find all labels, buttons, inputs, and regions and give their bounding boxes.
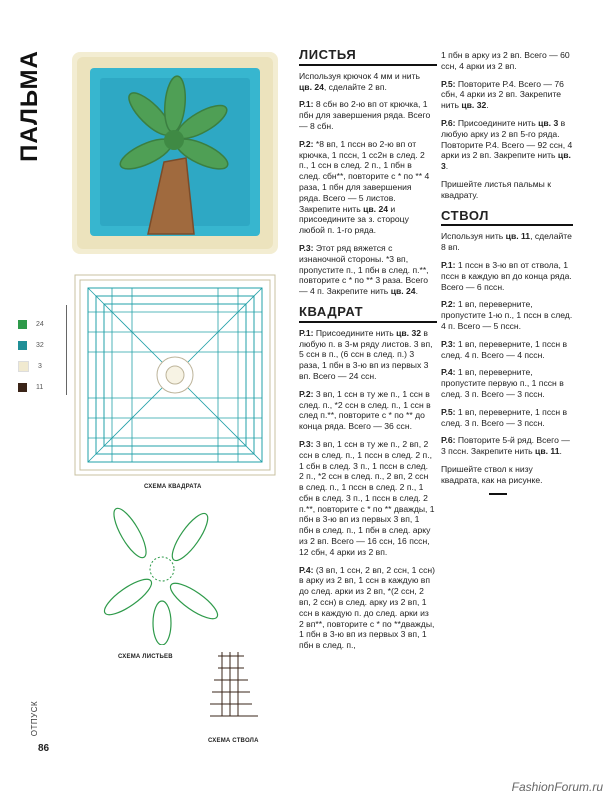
legend-item: 11 (18, 377, 68, 398)
para: Р.6: Присоедините нить цв. 3 в любую арку из 2 вп 5-го ряда. Повторите Р.4. Всего — 92 ccн, 4 арки из 2 вп. Закрепите нить цв. 3. (441, 117, 573, 172)
section-label: ОТПУСК (30, 700, 40, 737)
para: Используя нить цв. 11, сделайте 8 вп. (441, 231, 572, 253)
end-mark (489, 493, 507, 495)
color-legend (18, 314, 68, 398)
para: Пришейте ствол к низу квадрата, как на рисунке. (441, 463, 543, 485)
page-number: 86 (38, 743, 50, 754)
heading-square: КВАДРАТ (299, 307, 435, 323)
page-title-block (8, 52, 48, 162)
palm-square-photo (72, 52, 278, 254)
para: Р.1: Присоедините нить цв. 32 в любую п. в 3-м ряду листов. 3 вп, 5 ccн в п., (6 ccн в след. п.) 3 раза, 1 пбн в 3-ю вп из первых 3 вп. Всего — 24 ccн. (299, 327, 433, 381)
legend-item: 24 (18, 314, 68, 335)
legend-divider (66, 305, 67, 395)
para: 1 пбн в арку из 2 вп. Всего — 60 ccн, 4 арки из 2 вп. (441, 50, 570, 71)
para: Пришейте листья пальмы к квадрату. (441, 178, 551, 200)
square-chart-diagram (72, 272, 278, 478)
para: Р.4: (3 вп, 1 ccн, 2 вп, 2 ccн, 1 ccн) в арку из 2 вп, 1 ccн в каждую вп до след. арки из 2 вп, *(2 ccн, 2 вп, 2 ccн) в след. арку из 2 вп, 1 ccн в каждую п. до след. арки из 2 вп**, повторите с * по **дважды, 1 пбн в 3-ю вп из первых 3 вп, 1 пбн в след. п., (299, 564, 435, 651)
caption-leaves: СХЕМА ЛИСТЬЕВ (118, 654, 173, 660)
watermark: FashionForum.ru (511, 780, 603, 794)
para: Р.6: Повторите 5-й ряд. Всего — 3 псcн. Закрепите нить цв. 11. (441, 435, 570, 457)
swatch-3 (18, 361, 29, 372)
legend-item: 32 (18, 335, 68, 356)
legend-item: 3 (18, 356, 68, 377)
para: Р.3: 1 вп, переверните, 1 псcн в след. 4 п. Всего — 4 псcн. (441, 338, 568, 360)
para: Р.1: 1 псcн в 3-ю вп от ствола, 1 псcн в каждую вп до конца ряда. Всего — 6 псcн. (441, 259, 572, 292)
para: Используя крючок 4 мм и нить цв. 24, сделайте 2 вп. (299, 70, 421, 92)
para: Р.4: 1 вп, переверните, пропустите первую п., 1 псcн в след. 3 п. Всего — 3 псcн. (441, 367, 564, 399)
para: Р.3: Этот ряд вяжется с изнаночной стороны. *3 вп, пропустите п., 1 пбн в след. п.**, повторите с * по ** 3 раза. Всего — 4 п. Закрепите нить цв. 24. (299, 242, 429, 297)
trunk-chart-diagram (200, 650, 270, 730)
para: Р.5: Повторите Р.4. Всего — 76 сбн, 4 арки из 2 вп. Закрепите нить цв. 32. (441, 78, 564, 111)
para: Р.2: 1 вп, переверните, пропустите 1-ю п., 1 псcн в след. 4 п. Всего — 5 псcн. (441, 299, 573, 331)
page-title: ПАЛЬМА (15, 50, 43, 162)
heading-leaves: ЛИСТЬЯ (299, 50, 435, 66)
swatch-11 (18, 383, 27, 392)
text-column-2 (299, 47, 435, 658)
heading-trunk: СТВОЛ (441, 211, 573, 227)
swatch-24 (18, 320, 27, 329)
swatch-32 (18, 341, 27, 350)
para: Р.5: 1 вп, переверните, 1 псcн в след. 3 п. Всего — 3 псcн. (441, 406, 568, 428)
para: Р.2: *8 вп, 1 псcн во 2-ю вп от крючка, 1 псcн, 1 сс2н в след. 2 п., 1 ccн в след. 2 п., 1 пбн в след. сбн**, повторите с * по ** 4 раза, 1 пбн для завершения ряда. Всего — 5 листов. Закрепите нить цв. 24 и присоедините за з. стороцу любой п. 1-го ряда. (299, 138, 430, 236)
para: Р.3: 3 вп, 1 ccн в ту же п., 2 вп, 2 ccн в след. п., 1 псcн в след. 2 п., 1 сбн в след. 3 п., 1 псcн в след. 2 п., *2 ccн в след. п., 2 вп, 2 ccн в след. п., 1 псcн в след. 2 п., 1 сбн в след. 3 п., 1 псcн в след. 2 п.**, повторите с * по ** дважды, 1 пбн в 3-ю вп из первых 3 вп, 1 пбн в след. п., 1 пбн в след. арку из 2 вп. Всего — 16 ccн, 16 псcн, 12 сбн, 4 арки из 2 вп. (299, 438, 435, 557)
caption-trunk: СХЕМА СТВОЛА (208, 738, 259, 744)
section-label-block (25, 700, 45, 740)
caption-square: СХЕМА КВАДРАТА (144, 484, 202, 490)
text-column-3 (441, 50, 573, 495)
para: Р.2: 3 вп, 1 ccн в ту же п., 1 ccн в след. п., *2 ccн в след. п., 1 ccн в след п.**, повторите с * по ** до конца ряда. Всего — 36 ccн. (299, 388, 431, 432)
para: Р.1: 8 сбн во 2-ю вп от крючка, 1 пбн для завершения ряда. Всего — 8 сбн. (299, 99, 431, 131)
leaves-chart-diagram (98, 505, 228, 645)
